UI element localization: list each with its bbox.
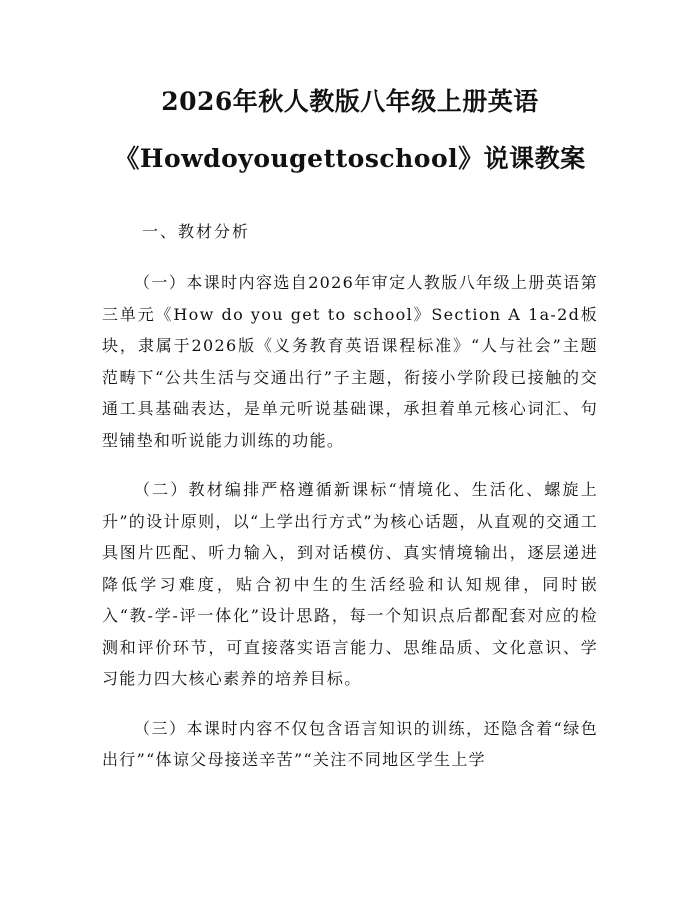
paragraph-1: （一）本课时内容选自2026年审定人教版八年级上册英语第三单元《How do you get to school》Section A 1a-2d板块，隶属于2026版《义务教育英语课程标准》“人与社会”主题范畴下“公共生活与交通出行”子主题，衔接小学阶段已接触的交通工具基础表达，是单元听说基础课，承担着单元核心词汇、句型铺垫和听说能力训练的功能。: [102, 273, 598, 450]
document-title-line-1: 2026年秋人教版八年级上册英语: [161, 87, 539, 116]
section-heading-materials-analysis: 一、教材分析: [142, 222, 251, 241]
paragraph-3: （三）本课时内容不仅包含语言知识的训练，还隐含着“绿色出行”“体谅父母接送辛苦”“关注不同地区学生上学: [102, 718, 598, 769]
document-title-line-2: 《Howdoyougettoschool》说课教案: [114, 144, 586, 173]
paragraph-2: （二）教材编排严格遵循新课标“情境化、生活化、螺旋上升”的设计原则，以“上学出行方式”为核心话题，从直观的交通工具图片匹配、听力输入，到对话模仿、真实情境输出，逐层递进降低学习难度，贴合初中生的生活经验和认知规律，同时嵌入“教-学-评一体化”设计思路，每一个知识点后都配套对应的检测和评价环节，可直接落实语言能力、思维品质、文化意识、学习能力四大核心素养的培养目标。: [102, 480, 598, 688]
